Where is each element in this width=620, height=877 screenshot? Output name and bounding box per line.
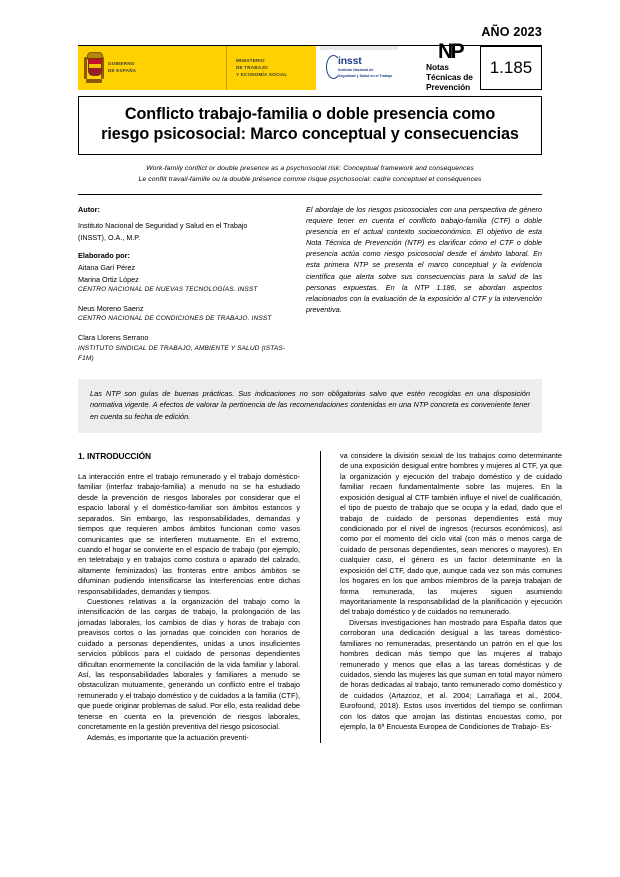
author-name-3: Neus Moreno Saenz — [78, 303, 144, 313]
gobierno-text — [108, 61, 136, 75]
title-box — [78, 96, 542, 155]
header-band — [78, 39, 542, 93]
gobierno-de-espana-logo — [78, 46, 226, 90]
ministerio-text — [236, 57, 287, 78]
ministerio-line-1: MINISTERIO — [236, 57, 265, 63]
ministerio-line-3: Y ECONOMÍA SOCIAL — [236, 72, 288, 78]
paragraph: Diversas investigaciones han mostrado para España datos que corroboran una dedicación desigual a las tareas doméstico-familiares no remuneradas, presentando un patrón en el que los hombres dedican más tiempo que las mujeres al trabajo remunerado y menos que ellas a las tareas domésticas y de cuidados, siendo las mujeres las que suman en total mayor número de horas dedicadas al trabajo, tanto remunerado como doméstico y de cuidados (Artazcoz, et al. 2004; Larrañaga et al., 2004, Eurofound, 2018). Estos usos invertidos del tiempo se confirman con los datos que arrojan las distintas encuestas como, por ejemplo, la 6ª Encuesta Europea de Condiciones de Trabajo- Es- — [340, 617, 562, 732]
body-columns — [78, 451, 562, 743]
body-column-right — [320, 451, 562, 743]
ministerio-logo — [226, 46, 316, 90]
author-affiliation-3: INSTITUTO SINDICAL DE TRABAJO, AMBIENTE Y SALUD (ISTAS-F1M) — [78, 344, 286, 363]
author-org-line-2: (INSST), O.A., M.P. — [78, 232, 141, 242]
author-affiliation-2: CENTRO NACIONAL DE CONDICIONES DE TRABAJO. INSST — [78, 315, 272, 323]
subtitle-french: Le conflit travail-famille ou la double présence comme risque psychosocial: cadre conceptuel et conséquences — [138, 175, 482, 183]
paragraph: Además, es importante que la actuación preventi- — [87, 732, 249, 742]
gobierno-line-1: GOBIERNO — [108, 60, 135, 66]
insst-subtitle-line-2: Seguridad y Salud en el Trabajo — [338, 73, 393, 78]
paragraph: La interacción entre el trabajo remunerado y el trabajo doméstico-familiar (interfaz trabajo-familia) a menudo no se ha estudiado desde la prevención de riesgos laborales por considerar que el espacio laboral y el doméstico-familiar son ámbitos estancos y separados. Sin embargo, las responsabilidades, demandas y tiempos que requieren ambos ámbitos funcionan como vasos comunicantes que se interfieren mutuamente. En el extremo, cuando el hogar se convierte en el espacio de trabajo (por ejemplo, en teletrabajo y en trabajos como costura o aparado del calzado, altamente feminizados) las fronteras entre ambos ámbitos se difuminan pudiendo intensificarse las interferencias entre dichas responsabilidades, demandas y tiempos. — [78, 471, 300, 596]
insst-logo — [316, 46, 426, 90]
author-org-line-1: Instituto Nacional de Seguridad y Salud en el Trabajo — [78, 220, 248, 230]
elaborated-by-label: Elaborado por: — [78, 251, 130, 261]
insst-arc-icon — [326, 55, 341, 79]
page-title-line-1: Conflicto trabajo-familia o doble presencia como — [124, 104, 496, 123]
author-name-2: Marina Ortiz López — [78, 274, 139, 284]
body-column-left — [78, 451, 300, 743]
abstract-text: El abordaje de los riesgos psicosociales con una perspectiva de género requiere tener en cuenta el conflicto trabajo-familia (CTF) o doble presencia en el actual contexto socioeconómico. El objetivo de esta Nota Técnica de Prevención (NTP) es clarificar cómo el CTF o doble presencia actúa como riesgo psicosocial desde el ámbito laboral. En esta primera NTP se presenta el marco conceptual y la evidencia científica que alerta sobre sus consecuencias para la salud de las personas expuestas. En la NTP 1.186, se abordan aspectos relacionados con la evaluación de la exposición al CTF y la intervención preventiva. — [306, 205, 542, 314]
ntp-brand — [426, 39, 474, 93]
insst-wordmark: insst — [338, 54, 362, 67]
author-affiliation-1: CENTRO NACIONAL DE NUEVAS TECNOLOGÍAS. INSST — [78, 286, 258, 294]
subtitle-english: Work-family conflict or double presence as a psychosocial risk: Conceptual framework and consequences — [146, 164, 474, 172]
spain-coat-of-arms-icon — [84, 52, 104, 84]
page-title-line-2: riesgo psicosocial: Marco conceptual y consecuencias — [101, 125, 519, 144]
ministerio-line-2: DE TRABAJO — [236, 64, 268, 70]
gobierno-line-2: DE ESPAÑA — [108, 67, 137, 73]
subtitle-rule — [78, 194, 542, 195]
section-heading-introduccion: 1. INTRODUCCIÓN — [78, 451, 151, 462]
author-name-4: Clara Llorens Serrano — [78, 332, 149, 342]
metadata-row — [78, 204, 542, 365]
author-label: Autor: — [78, 205, 100, 215]
translated-subtitles — [78, 164, 542, 185]
insst-subtitle-line-1: Instituto Nacional de — [338, 68, 374, 73]
insst-top-bar — [320, 46, 398, 50]
disclaimer-note: Las NTP son guías de buenas prácticas. Sus indicaciones no son obligatorias salvo que estén recogidas en una disposición normativa vigente. A efectos de valorar la pertinencia de las recomendaciones contenidas en una NTP concreta es conveniente tener en cuenta su fecha de edición. — [78, 379, 542, 433]
author-block — [78, 204, 306, 365]
author-name-1: Aitana Garí Pérez — [78, 262, 136, 272]
insst-logo-inner — [326, 56, 392, 79]
year-label: AÑO 2023 — [481, 25, 542, 39]
ntp-number-box: 1.185 — [480, 46, 542, 90]
ntp-logo-mark: NP — [438, 39, 462, 63]
paragraph: va considere la división sexual de los trabajos como determinante de una exposición desigual entre hombres y mujeres al CTF, ya que la organización y ejecución del trabajo doméstico y de cuidado familiar recaen fundamentalmente sobre las mujeres. En la exposición desigual al CTF también influye el nivel de cualificación, el tipo de puesto de trabajo que se ocupa y la edad, dado que el trabajo de cuidado de personas dependientes está muy condicionado por el nivel de ingresos (recursos económicos), así como por el momento del ciclo vital (con más o menos carga de cuidado de personas dependientes, sean menores o mayores). En cualquier caso, el género es un factor determinante en la exposición del CTF, dado que, aunque cada vez son más comunes los hogares en los que ambos miembros de la pareja trabajan de forma remunerada, las mujeres siguen asumiendo mayoritariamente la responsabilidad de la planificación y ejecución del trabajo doméstico y de cuidados no remunerado. — [340, 451, 562, 617]
paragraph: Cuestiones relativas a la organización del trabajo como la intensificación de las cargas de trabajo, la prolongación de las jornadas laborales, los cambios de días y horas de trabajo con preavisos cortos o las jornadas que coinciden con horarios de cuidado a personas dependientes, unidas a unos insuficientes servicios públicos para el cuidado de personas dependientes dificultan enormemente la conciliación de la vida familiar y laboral. Así, las responsabilidades laborales y familiares a menudo se obstaculizan mutuamente, generando un conflicto entre el trabajo remunerado y el trabajo doméstico y de cuidados a la familia (CTF), que puede originar problemas de salud. Por ello, esta realidad debe tenerse en cuenta en la prevención de riesgos laborales, concretamente en la gestión preventiva del riesgo psicosocial. — [78, 597, 300, 732]
ntp-brand-label: Notas Técnicas de Prevención — [426, 62, 473, 93]
insst-subtitle — [338, 68, 392, 79]
